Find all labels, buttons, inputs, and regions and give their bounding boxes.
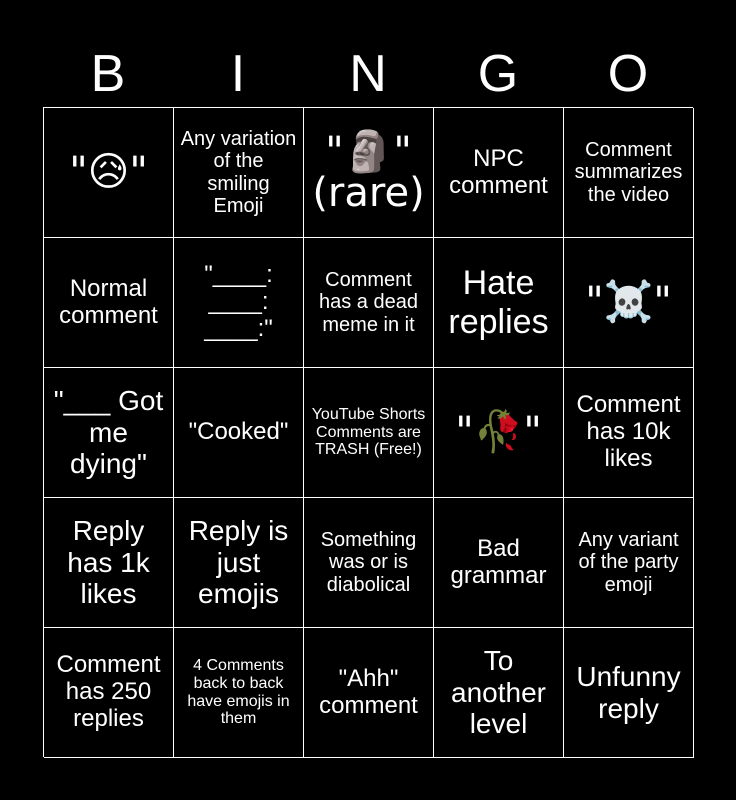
bingo-cell-r4c3[interactable]: Something was or is diabolical (304, 498, 434, 628)
bingo-cell-r1c3[interactable]: "🗿" (rare) (304, 108, 434, 238)
bingo-cell-r1c4[interactable]: NPC comment (434, 108, 564, 238)
header-letter-g: G (477, 45, 519, 103)
bingo-cell-r1c1[interactable]: "😥" (44, 108, 174, 238)
header-letter-b: B (90, 45, 126, 103)
bingo-cell-r4c2[interactable]: Reply is just emojis (174, 498, 304, 628)
bingo-cell-r3c5[interactable]: Comment has 10k likes (564, 368, 694, 498)
header-letter-o: O (607, 45, 649, 103)
bingo-cell-r1c5[interactable]: Comment summarizes the video (564, 108, 694, 238)
bingo-cell-r5c3[interactable]: "Ahh" comment (304, 628, 434, 758)
bingo-cell-r4c1[interactable]: Reply has 1k likes (44, 498, 174, 628)
bingo-cell-r3c2[interactable]: "Cooked" (174, 368, 304, 498)
bingo-cell-r3c3[interactable]: YouTube Shorts Comments are TRASH (Free!) (304, 368, 434, 498)
bingo-cell-r5c4[interactable]: To another level (434, 628, 564, 758)
header-letter-n: N (349, 45, 387, 103)
bingo-cell-r2c5[interactable]: "☠️" (564, 238, 694, 368)
bingo-board (43, 107, 693, 757)
bingo-cell-r2c4[interactable]: Hate replies (434, 238, 564, 368)
bingo-cell-r4c4[interactable]: Bad grammar (434, 498, 564, 628)
bingo-cell-r5c1[interactable]: Comment has 250 replies (44, 628, 174, 758)
bingo-cell-r5c5[interactable]: Unfunny reply (564, 628, 694, 758)
bingo-cell-r2c2[interactable]: "____: ____: ____:" (174, 238, 304, 368)
header-letter-i: I (230, 45, 246, 103)
bingo-cell-r4c5[interactable]: Any variant of the party emoji (564, 498, 694, 628)
bingo-cell-r5c2[interactable]: 4 Comments back to back have emojis in them (174, 628, 304, 758)
bingo-header (43, 40, 693, 108)
bingo-cell-r3c1[interactable]: "___ Got me dying" (44, 368, 174, 498)
bingo-cell-r2c3[interactable]: Comment has a dead meme in it (304, 238, 434, 368)
bingo-cell-r3c4[interactable]: "🥀" (434, 368, 564, 498)
bingo-cell-r1c2[interactable]: Any variation of the smiling Emoji (174, 108, 304, 238)
bingo-cell-r2c1[interactable]: Normal comment (44, 238, 174, 368)
